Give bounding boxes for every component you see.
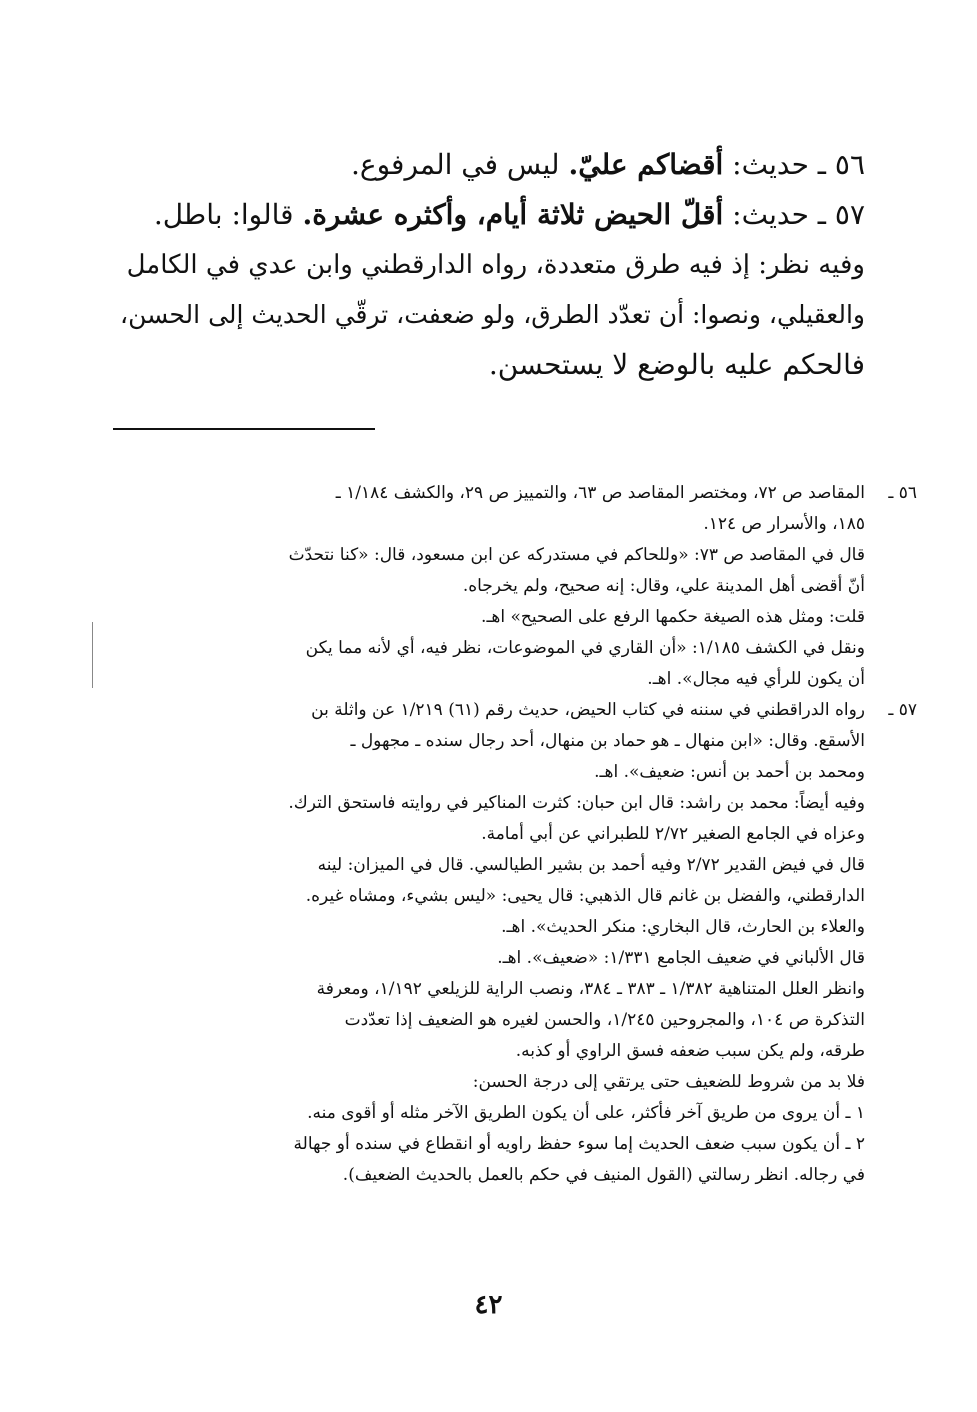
entry-lead: ـ حديث:: [732, 148, 827, 181]
commentary-line: فالحكم عليه بالوضع لا يستحسن.: [488, 348, 865, 381]
commentary-line: وفيه نظر: إذ فيه طرق متعددة، رواه الدارقطني وابن عدي في الكامل: [126, 250, 865, 280]
entry-title: أقضاكم عليّ.: [568, 148, 724, 181]
footnote-separator: [113, 428, 375, 430]
main-text: [115, 140, 865, 390]
footnote-line: أنّ أقضى أهل المدينة علي، وقال: إنه صحيح، ولم يخرجاه.: [462, 576, 865, 596]
footnote-line: فلا بد من شروط للضعيف حتى يرتقي إلى درجة الحسن:: [472, 1072, 865, 1092]
commentary-line: والعقيلي، ونصوا: أن تعدّد الطرق، ولو ضعفت، ترقّي الحديث إلى الحسن،: [120, 300, 865, 329]
entry-number: ٥٦: [834, 148, 865, 181]
entry-title: أقلّ الحيض ثلاثة أيام، وأكثره عشرة.: [302, 198, 724, 231]
footnote-line: أن يكون للرأي فيه مجال». اهـ.: [647, 669, 865, 689]
footnote-line: وانظر العلل المتناهية ١/٣٨٢ ـ ٣٨٣ ـ ٣٨٤، ونصب الراية للزيلعي ١/١٩٢، ومعرفة: [316, 979, 865, 999]
entry-number: ٥٧: [834, 198, 865, 231]
footnote-line: قال في فيض القدير ٢/٧٢ وفيه أحمد بن بشير الطيالسي. قال في الميزان: لينه: [317, 855, 865, 875]
footnote-line: الأسقع. وقال: «ابن منهال ـ هو حماد بن منهال، أحد رجال سنده ـ مجهول ـ: [350, 731, 865, 751]
commentary-paragraph: [115, 240, 865, 390]
margin-mark: [92, 622, 93, 688]
footnote-line: قال في المقاصد ص ٧٣: «وللحاكم في مستدركه عن ابن مسعود، قال: «كنا نتحدّث: [288, 545, 865, 565]
entry-lead: ـ حديث:: [732, 198, 827, 231]
footnote-line: رواه الدراقطني في سننه في كتاب الحيض، حديث رقم (٦١) ١/٢١٩ عن واثلة بن: [311, 700, 865, 720]
footnote-line: التذكرة ص ١٠٤، والمجروحين ١/٢٤٥، والحسن لغيره هو الضعيف إذا تعدّدت: [344, 1010, 865, 1030]
hadith-entry-57: [115, 190, 865, 240]
footnote-line: والعلاء بن الحارث، قال البخاري: منكر الحديث». اهـ.: [501, 917, 865, 937]
entry-ruling: قالوا: باطل.: [153, 198, 294, 231]
footnote-line: وعزاه في الجامع الصغير ٢/٧٢ للطبراني عن أبي أمامة.: [481, 824, 865, 844]
footnote-line: قلت: ومثل هذه الصيغة حكمها الرفع على الصحيح» اهـ.: [481, 607, 865, 627]
hadith-entry-56: [115, 140, 865, 190]
footnote-line: ١٨٥، والأسرار ص ١٢٤.: [703, 514, 865, 534]
footnote-57: [110, 695, 917, 1191]
footnote-line: وفيه أيضاً: محمد بن راشد: قال ابن حبان: كثرت المناكير في روايته فاستحق الترك.: [288, 793, 865, 813]
footnotes: [110, 478, 917, 1191]
footnote-number: ٥٧ ـ: [888, 700, 917, 720]
footnote-number: ٥٦ ـ: [888, 483, 917, 503]
footnote-56: [110, 478, 917, 695]
footnote-line: ومحمد بن أحمد بن أنس: ضعيف». اهـ.: [594, 762, 865, 782]
page-number: ٤٢: [474, 1290, 503, 1320]
footnote-line: ونقل في الكشف ١/١٨٥: «أن القاري في الموضوعات، نظر فيه، أي لأنه مما يكن: [305, 638, 865, 658]
footnote-line: قال الألباني في ضعيف الجامع ١/٣٣١: «ضعيف». اهـ.: [497, 948, 865, 968]
footnote-line: في رجاله. انظر رسالتي (القول المنيف في حكم بالعمل بالحديث الضعيف).: [342, 1165, 865, 1185]
footnote-line: الدارقطني، والفضل بن غانم قال الذهبي: قال يحيى: «ليس بشيء، ومشاه غيره.: [305, 886, 865, 906]
footnote-line: ١ ـ أن يروى من طريق آخر فأكثر، على أن يكون الطريق الآخر مثله أو أقوى منه.: [307, 1103, 865, 1123]
footnote-line: ٢ ـ أن يكون سبب ضعف الحديث إما سوء حفظ راويه أو انقطاع في سنده أو جهالة: [293, 1134, 865, 1154]
footnote-line: المقاصد ص ٧٢، ومختصر المقاصد ص ٦٣، والتمييز ص ٢٩، والكشف ١/١٨٤ ـ: [335, 483, 865, 503]
footnote-line: طرقه، ولم يكن سبب ضعفه فسق الراوي أو كذبه.: [515, 1041, 865, 1061]
entry-ruling: ليس في المرفوع.: [350, 148, 560, 181]
